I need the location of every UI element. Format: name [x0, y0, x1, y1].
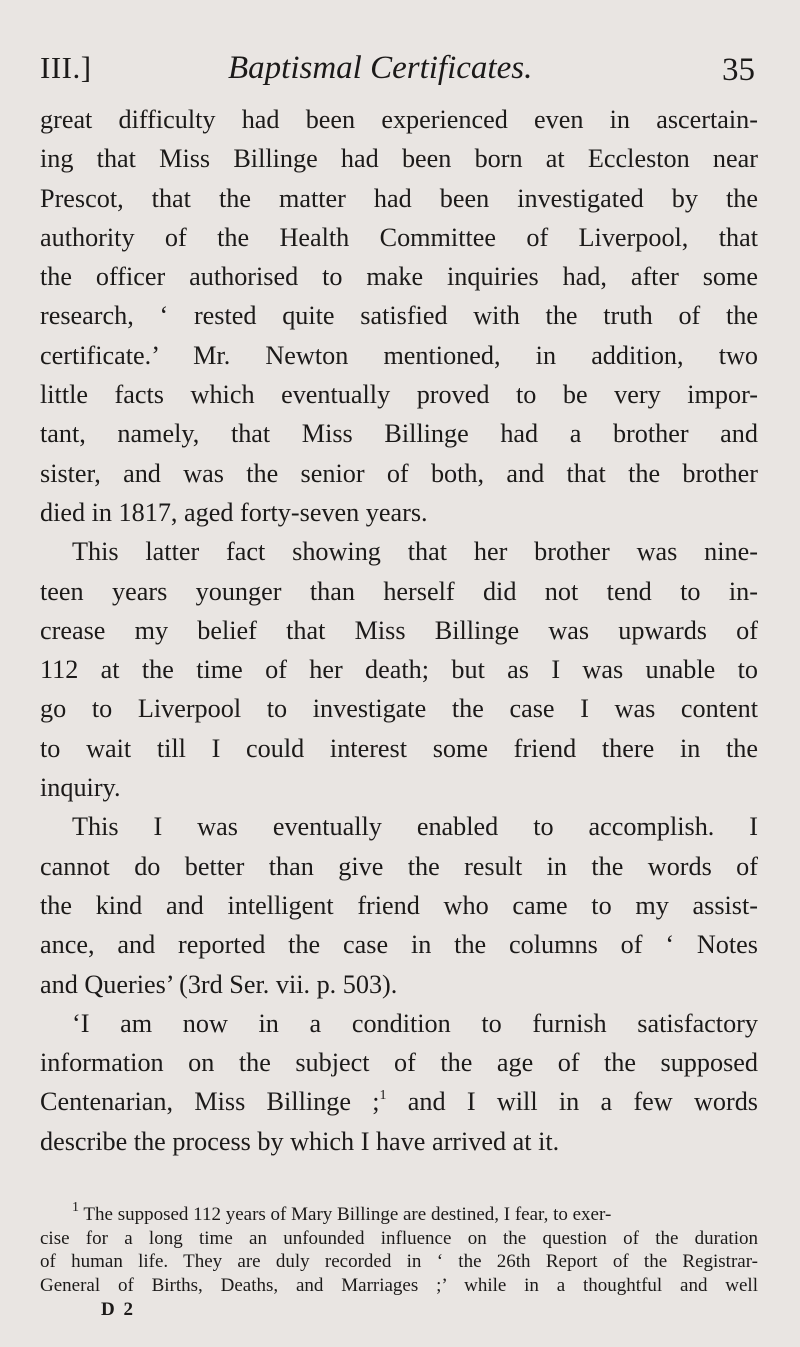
text-line: tant, namely, that Miss Billinge had a brother and [40, 419, 758, 449]
text-line: the kind and intelligent friend who came to my assist- [40, 890, 758, 920]
chapter-number: III.] [40, 50, 92, 85]
text-line: This latter fact showing that her brother was nine- [72, 537, 758, 567]
footnote-marker: 1 [72, 1199, 79, 1215]
text-line: Prescot, that the matter had been investigated by the [40, 183, 758, 213]
text-line: authority of the Health Committee of Liverpool, that [40, 222, 758, 252]
text-line: ing that Miss Billinge had been born at Eccleston near [40, 144, 758, 174]
footnote [40, 1199, 758, 1298]
footnote-reference: 1 [379, 1087, 387, 1103]
signature-mark: D 2 [101, 1299, 135, 1320]
text-line: little facts which eventually proved to be very impor- [40, 380, 758, 410]
footnote-line: cise for a long time an unfounded influence on the question of the duration [40, 1227, 758, 1249]
running-title: Baptismal Certificates. [228, 50, 533, 86]
text-segment: and I will in a few words [386, 1087, 758, 1117]
footnote-text: The supposed 112 years of Mary Billinge are destined, I fear, to exer- [79, 1204, 612, 1225]
text-line: information on the subject of the age of the supposed [40, 1048, 758, 1078]
text-line: great difficulty had been experienced even in ascertain- [40, 105, 758, 134]
footnote-line [40, 1199, 758, 1227]
text-line: and Queries’ (3rd Ser. vii. p. 503). [40, 969, 398, 999]
footnote-line: of human life. They are duly recorded in ‘ the 26th Report of the Registrar- [40, 1251, 758, 1273]
text-line: certificate.’ Mr. Newton mentioned, in addition, two [40, 340, 758, 370]
text-line: research, ‘ rested quite satisfied with the truth of the [40, 301, 758, 331]
text-line: cannot do better than give the result in the words of [40, 851, 758, 881]
text-line: ance, and reported the case in the columns of ‘ Notes [40, 930, 758, 960]
text-line: inquiry. [40, 773, 121, 803]
text-line: to wait till I could interest some friend there in the [40, 733, 758, 763]
text-line: This I was eventually enabled to accomplish. I [72, 812, 758, 842]
text-segment: Centenarian, Miss Billinge ; [40, 1087, 380, 1117]
text-line: ‘I am now in a condition to furnish satisfactory [72, 1008, 758, 1038]
text-line: 112 at the time of her death; but as I was unable to [40, 655, 758, 685]
text-line: the officer authorised to make inquiries had, after some [40, 262, 758, 292]
page-number: 35 [722, 52, 755, 88]
main-text [40, 100, 758, 1161]
text-line: go to Liverpool to investigate the case I was content [40, 694, 758, 724]
text-line: sister, and was the senior of both, and that the brother [40, 458, 758, 488]
running-header [40, 50, 755, 94]
text-line: describe the process by which I have arrived at it. [40, 1126, 560, 1156]
text-line: died in 1817, aged forty-seven years. [40, 497, 428, 527]
text-line [40, 1082, 758, 1121]
text-line: crease my belief that Miss Billinge was upwards of [40, 615, 758, 645]
text-line: teen years younger than herself did not tend to in- [40, 576, 758, 606]
footnote-line: General of Births, Deaths, and Marriages ;’ while in a thoughtful and well [40, 1275, 758, 1297]
